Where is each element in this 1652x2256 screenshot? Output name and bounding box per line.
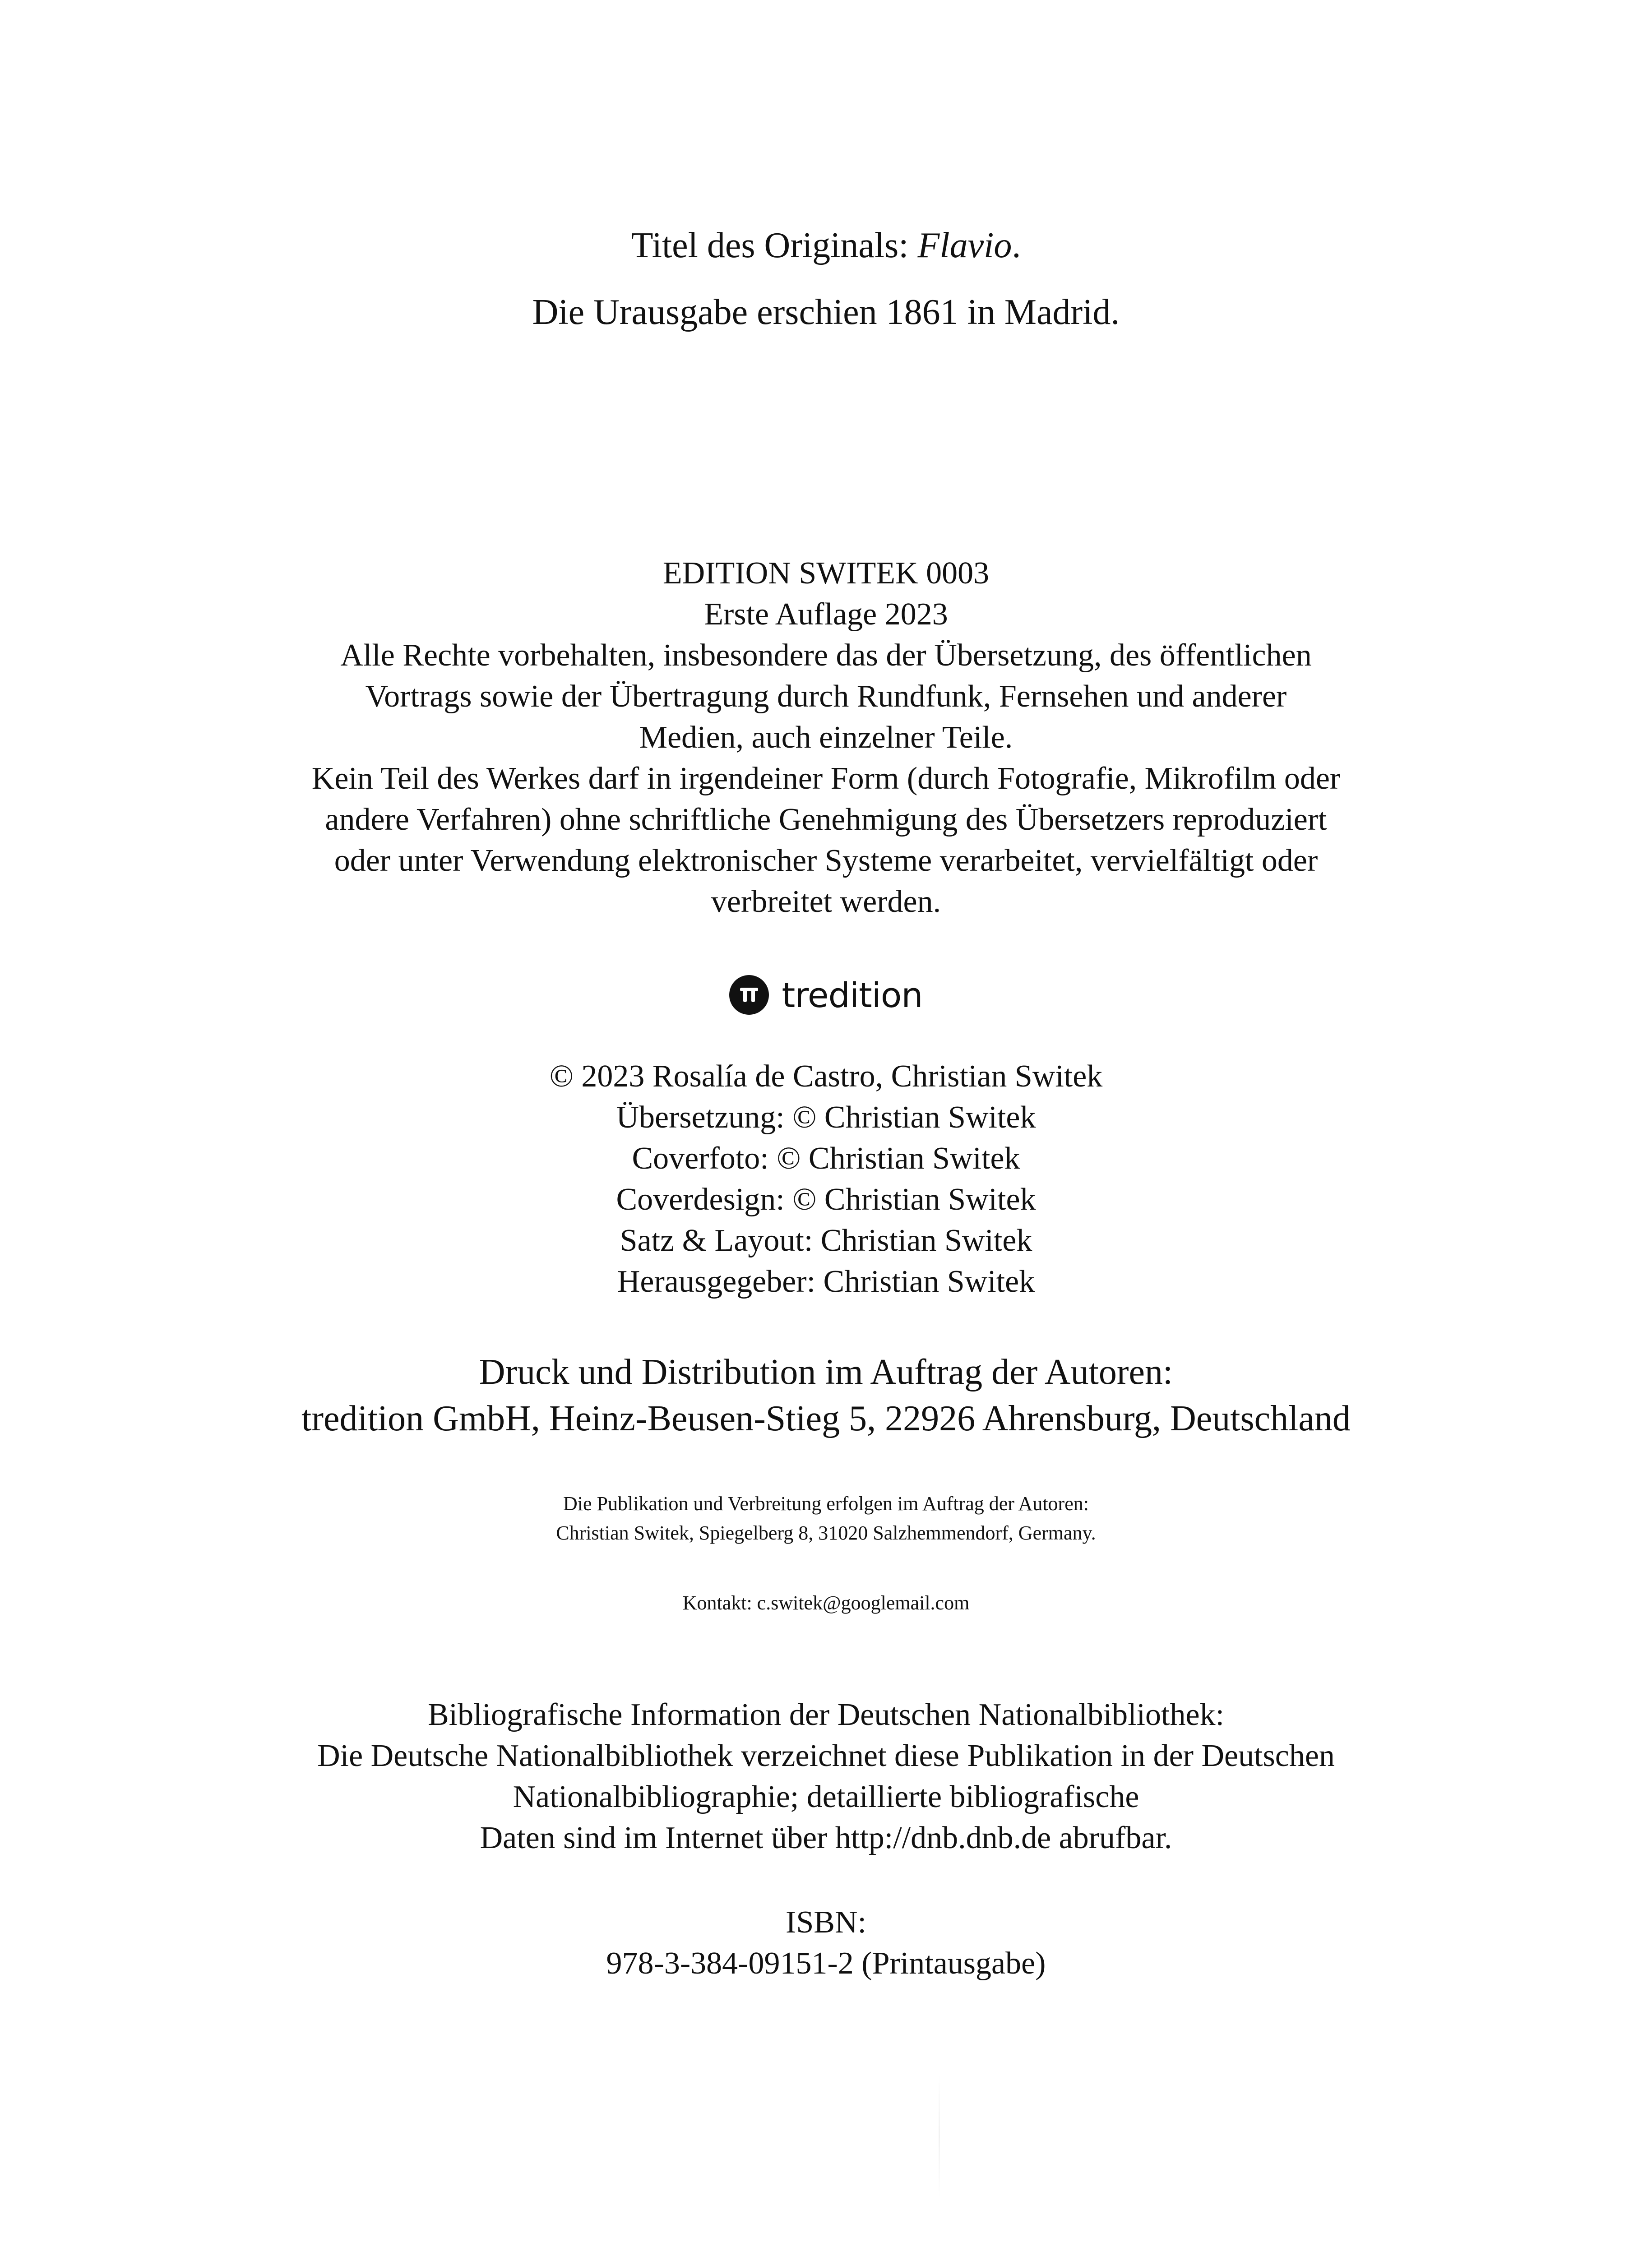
credit-line: Herausgegeber: Christian Switek bbox=[617, 1264, 1035, 1299]
printer-address-line: tredition GmbH, Heinz-Beusen-Stieg 5, 22926 Ahrensburg, Deutschland bbox=[301, 1399, 1351, 1438]
contact-line: Kontakt: c.switek@googlemail.com bbox=[682, 1592, 970, 1614]
edition-line: EDITION SWITEK 0003 bbox=[662, 556, 990, 591]
publisher-logo-text: tredition bbox=[782, 975, 923, 1015]
bibliography-line: Nationalbibliographie; detaillierte bibliografische bbox=[513, 1780, 1139, 1814]
printing-block bbox=[0, 1349, 1652, 1442]
first-edition-line: Die Urausgabe erschien 1861 in Madrid. bbox=[532, 292, 1120, 332]
rights-line: Kein Teil des Werkes darf in irgendeiner Form (durch Fotografie, Mikrofilm oder bbox=[311, 761, 1341, 796]
rights-line: Alle Rechte vorbehalten, insbesondere das der Übersetzung, des öffentlichen bbox=[340, 638, 1312, 673]
isbn-block bbox=[0, 1902, 1652, 1984]
page-crease bbox=[939, 2076, 940, 2197]
printing-edition-line: Erste Auflage 2023 bbox=[704, 597, 948, 632]
publisher-logo bbox=[0, 970, 1652, 1020]
original-title-line bbox=[0, 212, 1652, 279]
bibliography-block bbox=[0, 1694, 1652, 1858]
credit-line: Übersetzung: © Christian Switek bbox=[616, 1100, 1036, 1135]
tredition-logo-icon bbox=[729, 975, 769, 1015]
original-title-prefix: Titel des Originals: bbox=[631, 226, 909, 265]
publication-address-line: Christian Switek, Spiegelberg 8, 31020 Salzhemmendorf, Germany. bbox=[556, 1522, 1096, 1544]
copyright-line: © 2023 Rosalía de Castro, Christian Switek bbox=[549, 1059, 1103, 1094]
bibliography-line: Die Deutsche Nationalbibliothek verzeichnet diese Publikation in der Deutschen bbox=[317, 1738, 1335, 1773]
isbn-label: ISBN: bbox=[786, 1905, 866, 1940]
credits-block bbox=[0, 1056, 1652, 1302]
rights-line: oder unter Verwendung elektronischer Systeme verarbeitet, vervielfältigt oder bbox=[334, 843, 1318, 878]
original-title-block bbox=[0, 212, 1652, 346]
original-title-work: Flavio bbox=[917, 226, 1012, 265]
credit-line: Coverdesign: © Christian Switek bbox=[616, 1182, 1036, 1217]
rights-line: verbreitet werden. bbox=[711, 884, 941, 919]
rights-line: Vortrags sowie der Übertragung durch Rundfunk, Fernsehen und anderer bbox=[365, 679, 1287, 714]
rights-line: Medien, auch einzelner Teile. bbox=[639, 720, 1013, 755]
credit-line: Coverfoto: © Christian Switek bbox=[632, 1141, 1020, 1176]
bibliography-line: Bibliografische Information der Deutschen Nationalbibliothek: bbox=[427, 1697, 1225, 1732]
printing-line: Druck und Distribution im Auftrag der Autoren: bbox=[479, 1352, 1173, 1392]
publication-line: Die Publikation und Verbreitung erfolgen im Auftrag der Autoren: bbox=[563, 1493, 1089, 1515]
rights-block bbox=[0, 553, 1652, 922]
credit-line: Satz & Layout: Christian Switek bbox=[620, 1223, 1032, 1258]
rights-line: andere Verfahren) ohne schriftliche Genehmigung des Übersetzers reproduziert bbox=[325, 802, 1327, 837]
isbn-value: 978-3-384-09151-2 (Printausgabe) bbox=[606, 1946, 1046, 1981]
bibliography-line: Daten sind im Internet über http://dnb.dnb.de abrufbar. bbox=[480, 1821, 1172, 1855]
publication-block bbox=[0, 1489, 1652, 1548]
original-title-suffix: . bbox=[1012, 226, 1021, 265]
contact-block bbox=[0, 1588, 1652, 1618]
